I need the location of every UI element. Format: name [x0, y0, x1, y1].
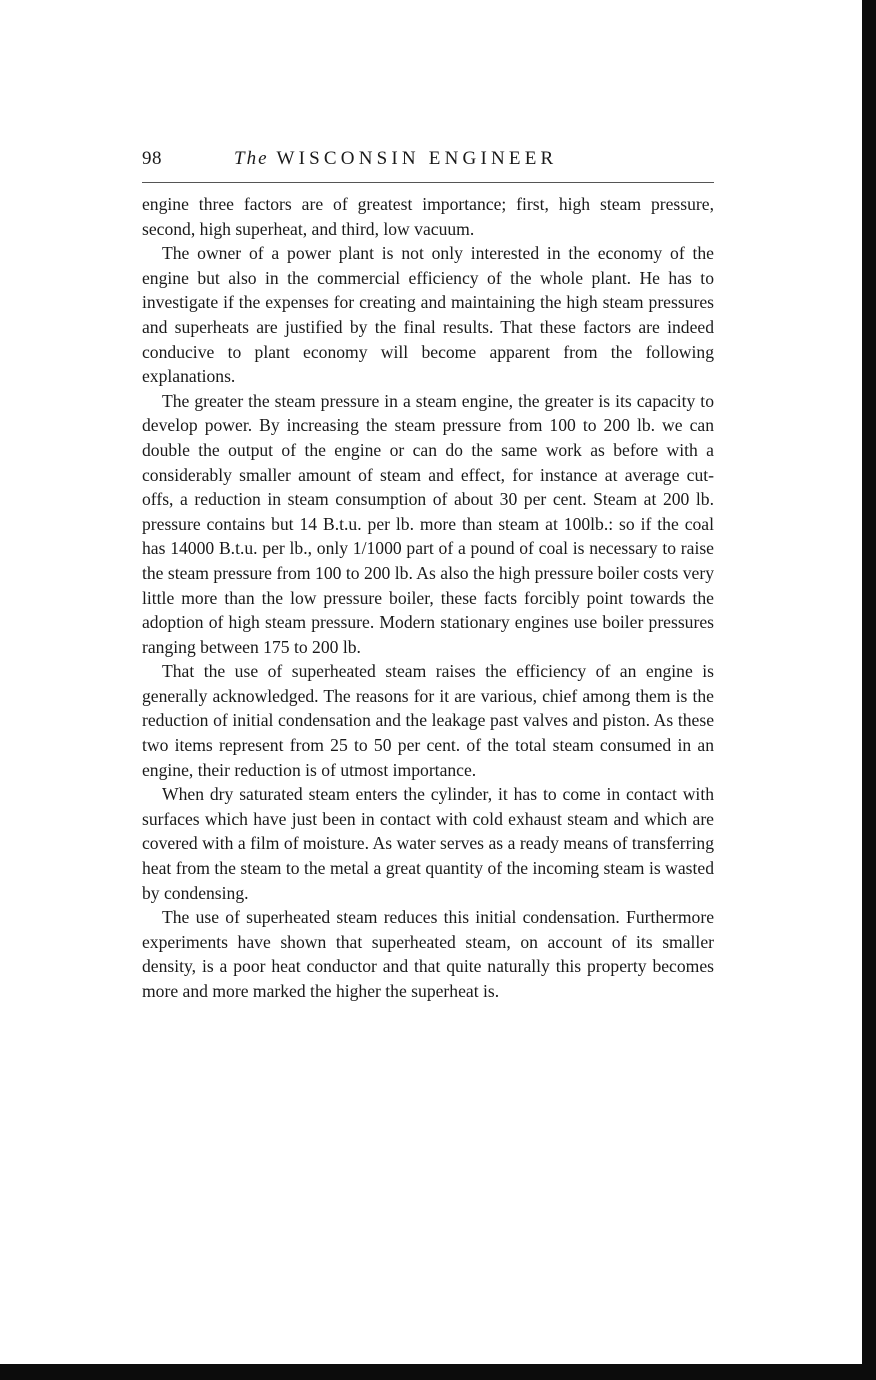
article-body: [142, 192, 714, 1004]
scan-border-right: [862, 0, 876, 1380]
paragraph-owner: The owner of a power plant is not only interested in the economy of the engine but also in the commercial efficiency of the whole plant. He has to investigate if the expenses for creating and maintaining the high steam pressures and superheats are justified by the final results. That these factors are indeed conducive to plant economy will become apparent from the following explanations.: [142, 243, 714, 387]
journal-prefix: The: [234, 148, 269, 169]
header-rule: [142, 182, 714, 183]
paragraph-continued: engine three factors are of greatest importance; first, high steam pressure, second, high superheat, and third, low vacuum.: [142, 194, 714, 239]
paragraph-superheated-efficiency: That the use of superheated steam raises the efficiency of an engine is generally acknowledged. The reasons for it are various, chief among them is the reduction of initial condensation and the leakage past valves and piston. As these two items represent from 25 to 50 per cent. of the total steam consumed in an engine, their reduction is of utmost importance.: [142, 661, 714, 780]
page-number: 98: [142, 148, 162, 169]
paragraph-condensation: The use of superheated steam reduces this initial condensation. Furthermore experiments have shown that superheated steam, on account of its smaller density, is a poor heat conductor and that quite naturally this property becomes more and more marked the higher the superheat is.: [142, 907, 714, 1001]
journal-name: WISCONSIN ENGINEER: [276, 148, 558, 169]
paragraph-dry-saturated: When dry saturated steam enters the cylinder, it has to come in contact with surfaces which have just been in contact with cold exhaust steam and which are covered with a film of moisture. As water serves as a ready means of transferring heat from the steam to the metal a great quantity of the incoming steam is wasted by condensing.: [142, 784, 714, 903]
running-header: [142, 148, 714, 176]
journal-title: [234, 148, 557, 170]
paragraph-steam-pressure: The greater the steam pressure in a steam engine, the greater is its capacity to develop power. By increasing the steam pressure from 100 to 200 lb. we can double the output of the engine or can do the same work as before with a considerably smaller amount of steam and effect, for instance at average cut-offs, a reduction in steam consumption of about 30 per cent. Steam at 200 lb. pressure contains but 14 B.t.u. per lb. more than steam at 100lb.: so if the coal has 14000 B.t.u. per lb., only 1/1000 part of a pound of coal is necessary to raise the steam pressure from 100 to 200 lb. As also the high pressure boiler costs very little more than the low pressure boiler, these facts forcibly point towards the adoption of high steam pressure. Modern stationary engines use boiler pressures ranging between 175 to 200 lb.: [142, 390, 714, 657]
scan-border-bottom: [0, 1364, 876, 1380]
